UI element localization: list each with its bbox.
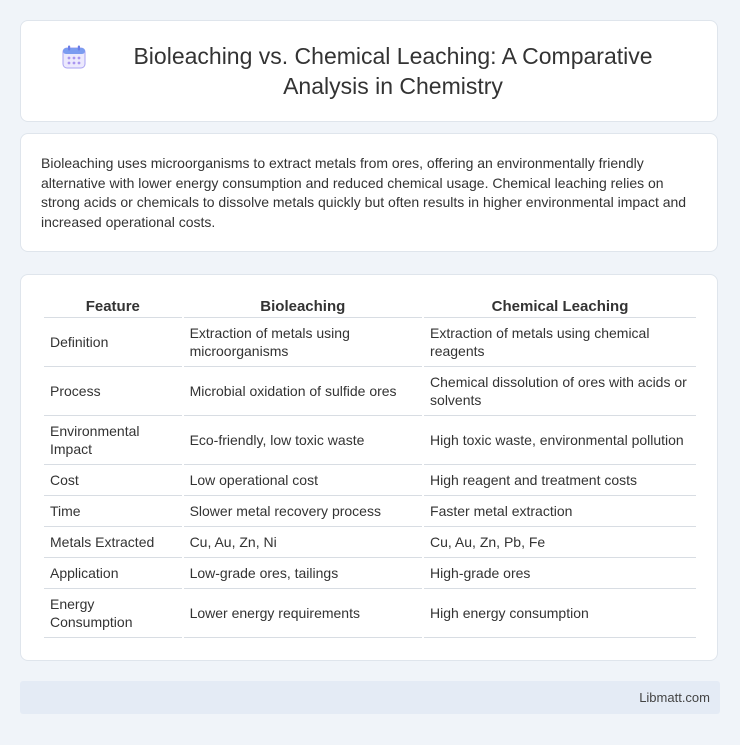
comparison-table-card <box>20 274 718 661</box>
table-cell: Energy Consumption <box>44 589 182 638</box>
table-cell: High energy consumption <box>424 589 696 638</box>
table-cell: High reagent and treatment costs <box>424 465 696 496</box>
calendar-icon <box>61 44 87 70</box>
table-cell: Low operational cost <box>184 465 422 496</box>
table-cell: Cu, Au, Zn, Pb, Fe <box>424 527 696 558</box>
table-cell: Faster metal extraction <box>424 496 696 527</box>
table-row <box>44 558 696 589</box>
table-cell: Cu, Au, Zn, Ni <box>184 527 422 558</box>
table-cell: High-grade ores <box>424 558 696 589</box>
table-row <box>44 589 696 638</box>
table-cell: Low-grade ores, tailings <box>184 558 422 589</box>
table-cell: Definition <box>44 318 182 367</box>
table-cell: Process <box>44 367 182 416</box>
summary-card <box>20 133 718 252</box>
table-cell: Microbial oxidation of sulfide ores <box>184 367 422 416</box>
column-header: Feature <box>44 295 182 318</box>
table-row <box>44 416 696 465</box>
table-cell: High toxic waste, environmental pollution <box>424 416 696 465</box>
table-cell: Eco-friendly, low toxic waste <box>184 416 422 465</box>
table-cell: Application <box>44 558 182 589</box>
footer-brand-link[interactable]: Libmatt.com <box>639 690 710 705</box>
table-cell: Time <box>44 496 182 527</box>
table-header-row <box>44 295 696 318</box>
title-card <box>20 20 718 122</box>
table-row <box>44 318 696 367</box>
table-cell: Chemical dissolution of ores with acids or solvents <box>424 367 696 416</box>
column-header: Bioleaching <box>184 295 422 318</box>
table-cell: Cost <box>44 465 182 496</box>
comparison-table <box>42 295 698 638</box>
table-cell: Slower metal recovery process <box>184 496 422 527</box>
page-title: Bioleaching vs. Chemical Leaching: A Comparative Analysis in Chemistry <box>133 43 653 99</box>
summary-text: Bioleaching uses microorganisms to extract metals from ores, offering an environmentally friendly alternative with lower energy consumption and reduced chemical usage. Chemical leaching relies on strong acids or chemicals to dissolve metals quickly but often results in higher environmental impact and increased operational costs. <box>41 155 687 230</box>
table-row <box>44 496 696 527</box>
table-row <box>44 367 696 416</box>
table-cell: Environmental Impact <box>44 416 182 465</box>
table-cell: Extraction of metals using microorganisms <box>184 318 422 367</box>
table-cell: Metals Extracted <box>44 527 182 558</box>
footer-bar <box>20 681 720 714</box>
table-row <box>44 527 696 558</box>
table-cell: Lower energy requirements <box>184 589 422 638</box>
column-header: Chemical Leaching <box>424 295 696 318</box>
table-cell: Extraction of metals using chemical reagents <box>424 318 696 367</box>
table-row <box>44 465 696 496</box>
